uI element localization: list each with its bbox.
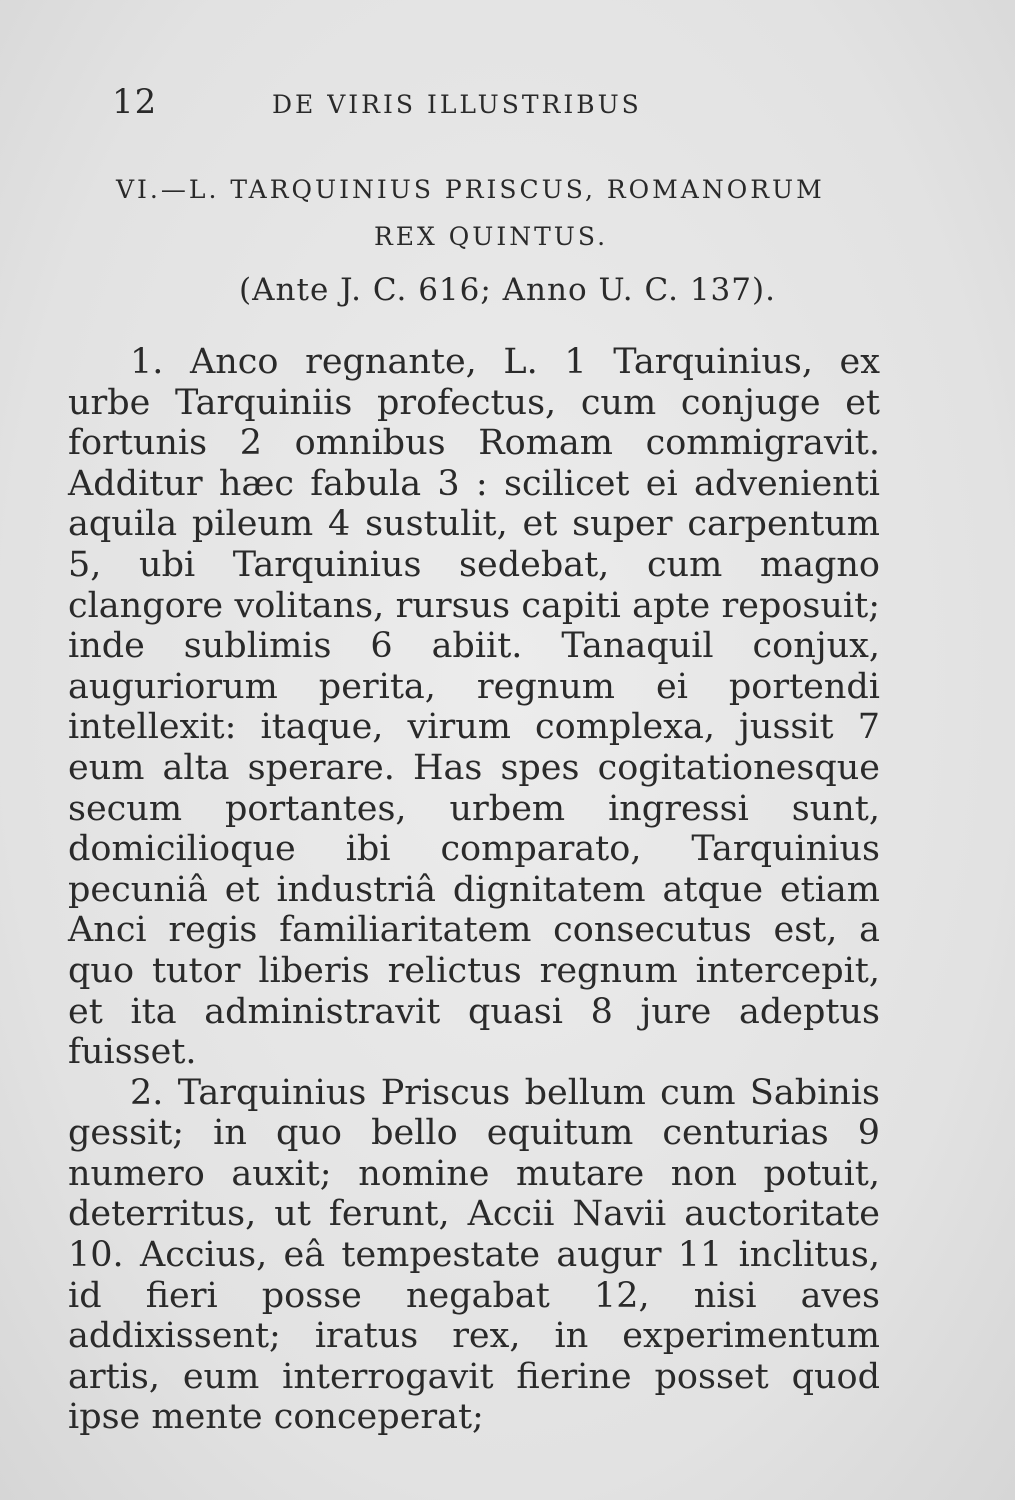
body-text (68, 342, 880, 1438)
chapter-heading-line-2: REX QUINTUS. (373, 222, 609, 251)
paragraph-1: 1. Anco regnante, L. 1 Tarquinius, ex urbe Tarquiniis profectus, cum conjuge et fortunis 2 omnibus Romam commigravit. Additur hæc fabula 3 : scilicet ei advenienti aquila pileum 4 sustulit, et super carpentum 5, ubi Tarquinius sedebat, cum magno clangore volitans, rursus capiti apte reposuit; inde sublimis 6 abiit. Tanaquil conjux, auguriorum perita, regnum ei portendi intellexit: itaque, virum complexa, jussit 7 eum alta sperare. Has spes cogitationesque secum portantes, urbem ingressi sunt, domicilioque ibi comparato, Tarquinius pecuniâ et industriâ dignitatem atque etiam Anci regis familiaritatem consecutus est, a quo tutor liberis relictus regnum intercepit, et ita administravit quasi 8 jure adeptus fuisset. (68, 342, 880, 1073)
chapter-heading-line-1: VI.—L. TARQUINIUS PRISCUS, ROMANORUM (116, 175, 825, 204)
chapter-heading (116, 166, 866, 260)
chapter-date: (Ante J. C. 616; Anno U. C. 137). (239, 272, 776, 308)
running-title: DE VIRIS ILLUSTRIBUS (272, 90, 642, 119)
paragraph-2: 2. Tarquinius Priscus bellum cum Sabinis gessit; in quo bello equitum centurias 9 numero auxit; nomine mutare non potuit, deterritus, ut ferunt, Accii Navii auctoritate 10. Accius, eâ tempestate augur 11 inclitus, id fieri posse negabat 12, nisi aves addixissent; iratus rex, in experimentum artis, eum interrogavit fierine posset quod ipse mente conceperat; (68, 1072, 880, 1438)
page-number: 12 (112, 82, 158, 122)
running-head (112, 82, 682, 122)
